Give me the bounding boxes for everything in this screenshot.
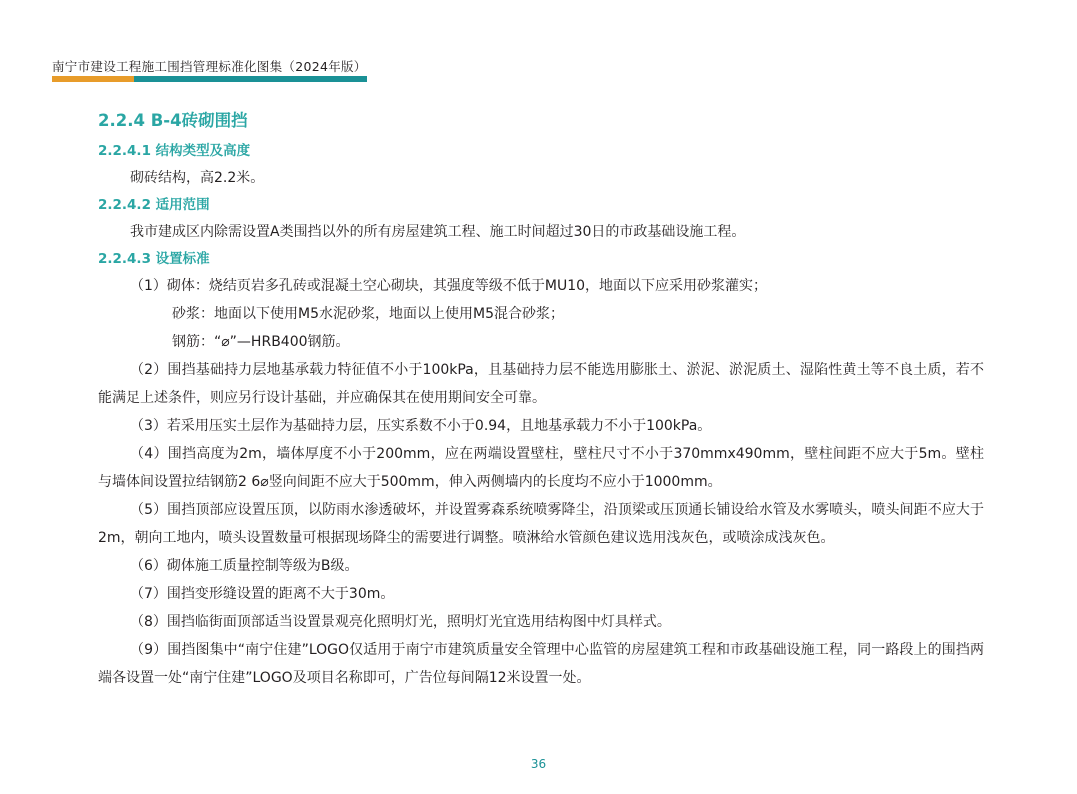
paragraph: 我市建成区内除需设置A类围挡以外的所有房屋建筑工程、施工时间超过30日的市政基础设施工程。: [130, 224, 746, 240]
list-item: （6）砌体施工质量控制等级为B级。: [130, 558, 359, 574]
list-item: 砂浆：地面以下使用M5水泥砂浆，地面以上使用M5混合砂浆；: [172, 306, 564, 322]
list-item: （8）围挡临街面顶部适当设置景观亮化照明灯光，照明灯光宜选用结构图中灯具样式。: [130, 614, 671, 630]
page-content: [98, 108, 984, 692]
subsection-heading: 2.2.4.3 设置标准: [98, 251, 210, 267]
list-item: 钢筋：“⌀”—HRB400钢筋。: [172, 334, 350, 350]
section-title: 2.2.4 B-4砖砌围挡: [98, 111, 248, 130]
header-accent-bar-teal: [134, 76, 367, 82]
list-item: （5）围挡顶部应设置压顶，以防雨水渗透破坏，并设置雾森系统喷雾降尘，沿顶梁或压顶通长铺设给水管及水雾喷头，喷头间距不应大于2m，朝向工地内，喷头设置数量可根据现场降尘的需要进行调整。喷淋给水管颜色建议选用浅灰色，或喷涂成浅灰色。: [98, 502, 984, 546]
list-item: （4）围挡高度为2m，墙体厚度不小于200mm，应在两端设置壁柱，壁柱尺寸不小于370mmx490mm，壁柱间距不应大于5m。壁柱与墙体间设置拉结钢筋2 6⌀竖向间距不应大于500mm，伸入两侧墙内的长度均不应小于1000mm。: [98, 446, 984, 490]
list-item: （2）围挡基础持力层地基承载力特征值不小于100kPa，且基础持力层不能选用膨胀土、淤泥、淤泥质土、湿陷性黄土等不良土质，若不能满足上述条件，则应另行设计基础，并应确保其在使用期间安全可靠。: [98, 362, 984, 406]
list-item: （7）围挡变形缝设置的距离不大于30m。: [130, 586, 395, 602]
paragraph: 砌砖结构，高2.2米。: [130, 170, 265, 186]
subsection-heading: 2.2.4.2 适用范围: [98, 197, 210, 213]
page-number: 36: [530, 757, 547, 771]
list-item: （9）围挡图集中“南宁住建”LOGO仅适用于南宁市建筑质量安全管理中心监管的房屋建筑工程和市政基础设施工程，同一路段上的围挡两端各设置一处“南宁住建”LOGO及项目名称即可，广告位每间隔12米设置一处。: [98, 642, 984, 686]
list-item: （3）若采用压实土层作为基础持力层，压实系数不小于0.94，且地基承载力不小于100kPa。: [130, 418, 712, 434]
subsection-heading: 2.2.4.1 结构类型及高度: [98, 143, 251, 159]
list-item: （1）砌体：烧结页岩多孔砖或混凝土空心砌块，其强度等级不低于MU10，地面以下应采用砂浆灌实；: [130, 278, 768, 294]
document-header-title: 南宁市建设工程施工围挡管理标准化图集（2024年版）: [52, 59, 367, 74]
header-accent-bar-orange: [52, 76, 134, 82]
